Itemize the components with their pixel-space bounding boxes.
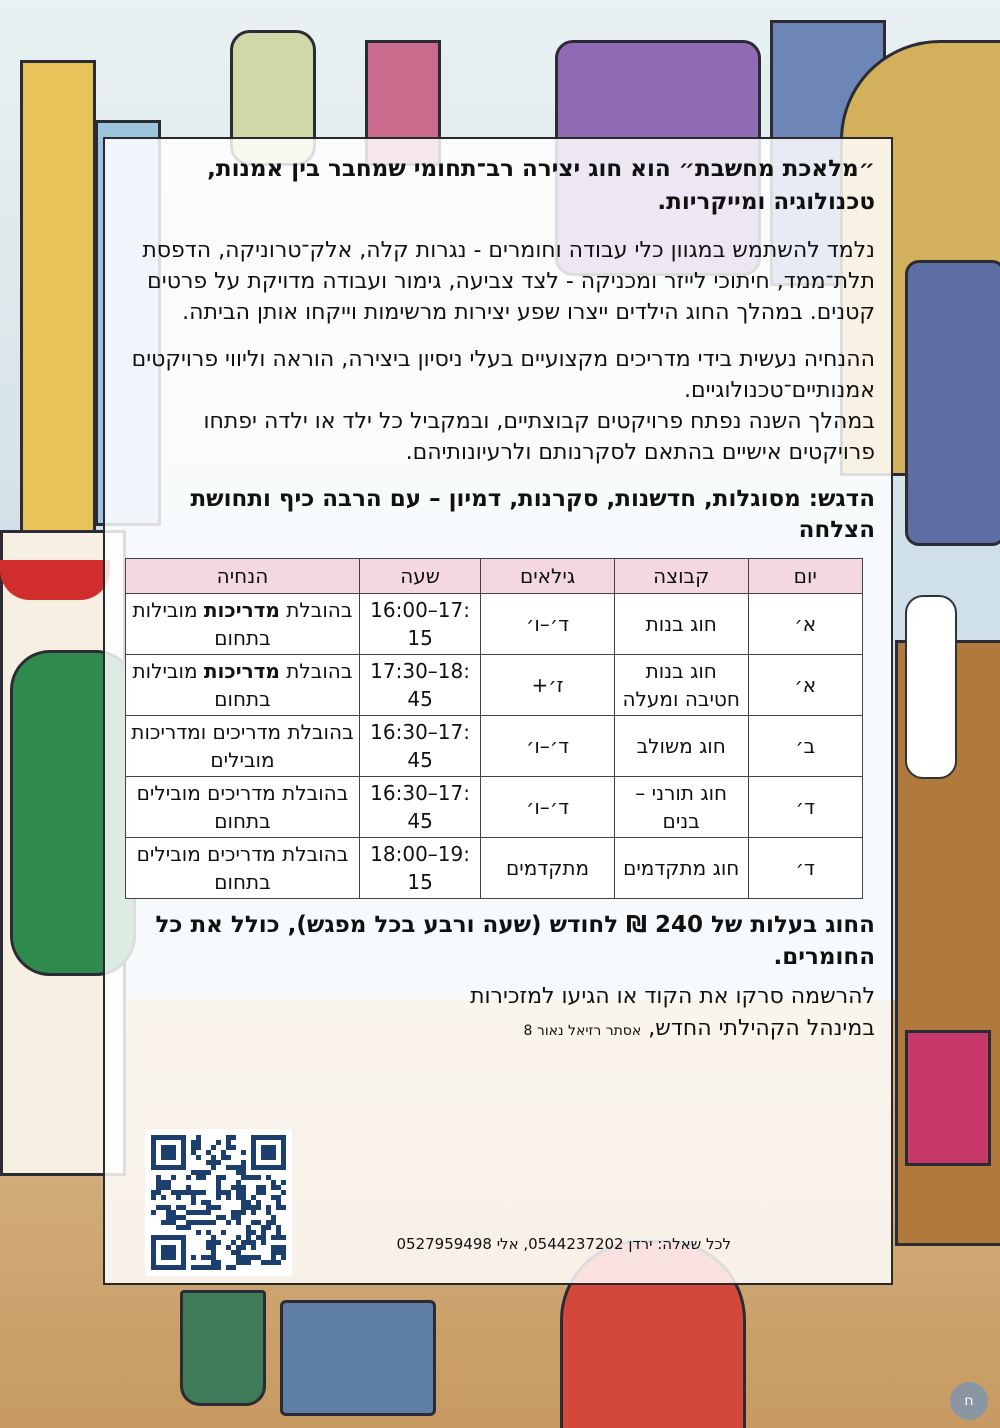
cell-time: 17:30–18: 45 bbox=[359, 655, 480, 716]
header-ages: גילאים bbox=[481, 559, 615, 594]
table-row bbox=[126, 777, 863, 838]
cell-ages: מתקדמים bbox=[481, 838, 615, 899]
intro-text: ״מלאכת מחשבת״ הוא חוג יצירה רב־תחומי שמחבר בין אמנות, טכנולוגיה ומייקריות. bbox=[207, 156, 875, 215]
guidance-paragraph bbox=[121, 344, 875, 468]
register-line-1: להרשמה סרקו את הקוד או הגיעו למזכירות bbox=[470, 984, 875, 1009]
cell-day: ד׳ bbox=[748, 777, 862, 838]
header-day: יום bbox=[748, 559, 862, 594]
cell-time: 16:00–17: 15 bbox=[359, 594, 480, 655]
content-panel bbox=[103, 137, 893, 1285]
cell-day: ד׳ bbox=[748, 838, 862, 899]
guide-text: בהובלת bbox=[279, 659, 353, 683]
table-header-row bbox=[126, 559, 863, 594]
cell-day: א׳ bbox=[748, 655, 862, 716]
guide-text: בהובלת מדריכים ומדריכות מובילים bbox=[131, 720, 354, 772]
cell-group: חוג בנות bbox=[614, 594, 748, 655]
contact-text: לכל שאלה: ירדן 0544237202, אלי 0527959498 bbox=[396, 1235, 731, 1253]
learn-paragraph: נלמד להשתמש במגוון כלי עבודה וחומרים - נגרות קלה, אלק־טרוניקה, הדפסת תלת־ממד, חיתוכי לייזר ומכניקה - לצד צביעה, גימור ועבודה מדויקת על פרטים קטנים. במהלך החוג הילדים ייצרו שפע יצירות מרשימות וייקחו אותן הביתה. bbox=[142, 238, 875, 325]
cell-time: 16:30–17: 45 bbox=[359, 716, 480, 777]
cell-group: חוג מתקדמים bbox=[614, 838, 748, 899]
cell-time: 16:30–17: 45 bbox=[359, 777, 480, 838]
guide-text: בהובלת מדריכים מובילים בתחום bbox=[136, 781, 349, 833]
paint-bucket bbox=[180, 1290, 266, 1406]
cell-ages: ז׳+ bbox=[481, 655, 615, 716]
header-time: שעה bbox=[359, 559, 480, 594]
schedule-body bbox=[126, 594, 863, 899]
guide-bold-text: מדריכות bbox=[203, 598, 280, 622]
speech-bubble bbox=[905, 595, 957, 779]
fee-text: החוג בעלות של 240 ₪ לחודש (שעה ורבע בכל מפגש), כולל את כל החומרים. bbox=[155, 912, 875, 970]
cell-group: חוג משולב bbox=[614, 716, 748, 777]
machine-screen bbox=[905, 260, 1000, 546]
guide-text-end: מובילות בתחום bbox=[132, 598, 271, 650]
table-row bbox=[126, 655, 863, 716]
publisher-logo-icon: ח bbox=[950, 1382, 988, 1420]
cell-guide bbox=[126, 716, 360, 777]
table-row bbox=[126, 716, 863, 777]
qr-code-icon[interactable] bbox=[145, 1129, 292, 1276]
cell-guide bbox=[126, 594, 360, 655]
guide-text-end: מובילות בתחום bbox=[132, 659, 271, 711]
guide-text: בהובלת bbox=[279, 598, 353, 622]
cell-group: חוג תורני – בנים bbox=[614, 777, 748, 838]
table-row bbox=[126, 594, 863, 655]
schedule-table bbox=[125, 558, 863, 899]
header-guide: הנחיה bbox=[126, 559, 360, 594]
guide-bold-text: מדריכות bbox=[203, 659, 280, 683]
cell-guide bbox=[126, 838, 360, 899]
emphasis-text: הדגש: מסוגלות, חדשנות, סקרנות, דמיון – עם הרבה כיף ותחושת הצלחה bbox=[190, 486, 875, 543]
header-group: קבוצה bbox=[614, 559, 748, 594]
cell-ages: ד׳–ו׳ bbox=[481, 594, 615, 655]
guidance-line-2: במהלך השנה נפתח פרויקטים קבוצתיים, ובמקביל כל ילד או ילדה יפתחו פרויקטים אישיים בהתאם לסקרנותם ולרעיונותיהם. bbox=[203, 409, 875, 465]
electronics-box bbox=[280, 1300, 436, 1416]
cell-group: חוג בנות חטיבה ומעלה bbox=[614, 655, 748, 716]
cell-guide bbox=[126, 777, 360, 838]
red-paint-drip bbox=[0, 560, 110, 600]
cell-ages: ד׳–ו׳ bbox=[481, 716, 615, 777]
cell-day: ב׳ bbox=[748, 716, 862, 777]
register-line-2 bbox=[121, 1013, 875, 1047]
cell-guide bbox=[126, 655, 360, 716]
cell-time: 18:00–19: 15 bbox=[359, 838, 480, 899]
cell-ages: ד׳–ו׳ bbox=[481, 777, 615, 838]
address-text: אסתר רזיאל נאור 8 bbox=[523, 1023, 642, 1039]
woven-rug bbox=[905, 1030, 991, 1166]
guide-text: בהובלת מדריכים מובילים בתחום bbox=[136, 842, 349, 894]
table-row bbox=[126, 838, 863, 899]
cell-day: א׳ bbox=[748, 594, 862, 655]
register-location: במינהל הקהילתי החדש, bbox=[648, 1016, 875, 1041]
guidance-line-1: ההנחיה נעשית בידי מדריכים מקצועיים בעלי ניסיון ביצירה, הוראה וליווי פרויקטים אמנותיים־טכנולוגיים. bbox=[131, 347, 875, 403]
